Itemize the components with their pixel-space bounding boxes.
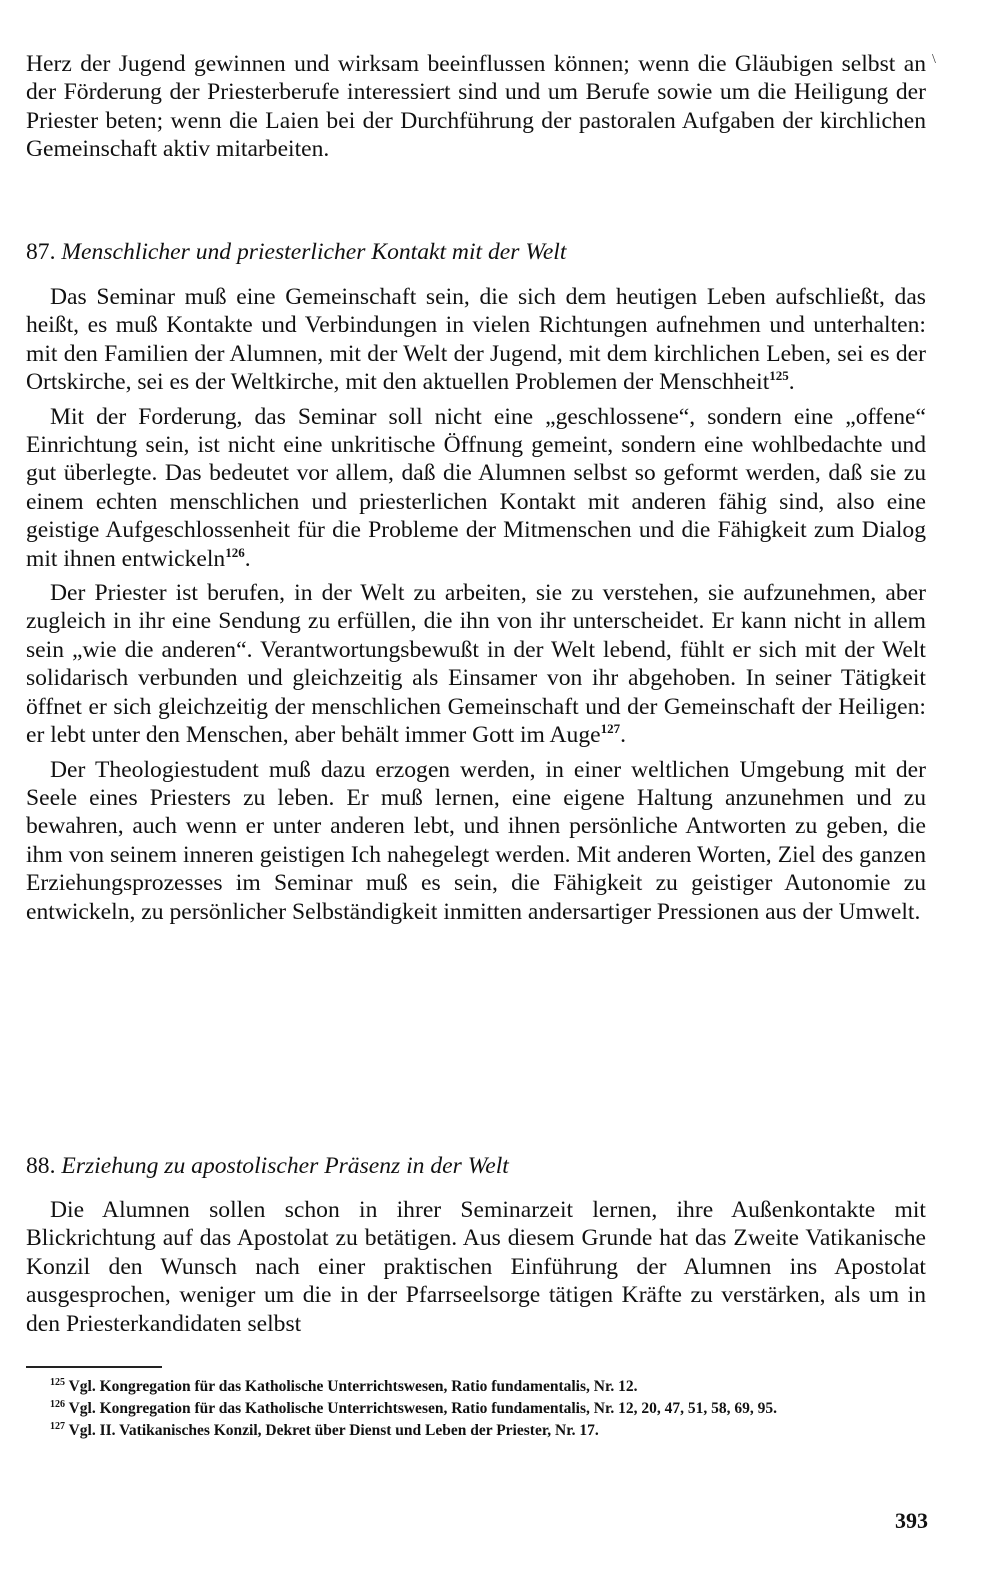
footnote-ref: 126 [225,544,245,560]
section-88-heading [26,1152,926,1180]
footnote-number: 126 [50,1398,65,1410]
paragraph [26,579,926,749]
footnote [26,1398,926,1420]
intro-paragraph: Herz der Jugend gewinnen und wirksam beeinflussen können; wenn die Gläubigen selbst an der Förderung der Priesterberufe interessiert sind und um Berufe sowie um die Heiligung der Priester beten; wenn die Laien bei der Durchführung der pastoralen Aufgaben der kirchlichen Gemeinschaft aktiv mitarbeiten. [26,51,926,163]
paragraph-text: Mit der Forderung, das Seminar soll nicht eine „geschlossene“, sondern eine „offene“ Einrichtung sein, ist nicht eine unkritische Öffnung gemeint, sondern eine wohlbedachte und gut überlegte. Das bedeutet vor allem, daß die Alumnen selbst so geformt werden, daß sie zu einem echten menschlichen und priesterlichen Kontakt mit anderen fähig sind, also eine geistige Aufgeschlossenheit für die Probleme der Mitmenschen und die Fähigkeit zum Dialog mit ihnen entwickeln [26,403,926,572]
margin-mark: \ [932,52,936,67]
footnote-text: Vgl. Kongregation für das Katholische Unterrichtswesen, Ratio fundamentalis, Nr. 12, 20, 47, 51, 58, 69, 95. [68,1400,778,1417]
sentence-period: . [620,722,626,749]
paragraph-text: Der Priester ist berufen, in der Welt zu arbeiten, sie zu verstehen, sie aufzunehmen, aber zugleich in ihr eine Sendung zu erfüllen, die ihn von ihr unterscheidet. Er kann nicht in allem sein „wie die anderen“. Verantwortungsbewußt in der Welt lebend, fühlt er sich mit der Welt solidarisch verbunden und gleichzeitig als Einsamer von ihr abgehoben. In seiner Tätigkeit öffnet er sich gleichzeitig der menschlichen Gemeinschaft und der Gemeinschaft der Heiligen: er lebt unter den Menschen, aber behält immer Gott im Auge [26,580,926,749]
section-88-body [26,1196,926,1338]
footnotes [26,1376,926,1442]
paragraph: Der Theologiestudent muß dazu erzogen werden, in einer weltlichen Umgebung mit der Seele eines Priesters zu leben. Er muß lernen, eine eigene Haltung anzunehmen und zu bewahren, auch wenn er unter anderen lebt, und ihnen persönliche Antworten zu geben, die ihm von seinem inneren geistigen Ich nahegelegt werden. Mit anderen Worten, Ziel des ganzen Erziehungsprozesses im Seminar muß es sein, die Fähigkeit zu geistiger Autonomie zu entwickeln, zu persönlicher Selbständigkeit inmitten andersartiger Pressionen aus der Umwelt. [26,756,926,925]
footnote-divider [26,1366,162,1368]
paragraph: Die Alumnen sollen schon in ihrer Seminarzeit lernen, ihre Außenkontakte mit Blickrichtung auf das Apostolat zu betätigen. Aus diesem Grunde hat das Zweite Vatikanische Konzil den Wunsch nach einer praktischen Einführung der Alumnen ins Apostolat ausgesprochen, weniger um die in der Pfarrseelsorge tätigen Kräfte zu verstärken, als um in den Priesterkandidaten selbst [26,1197,926,1337]
sentence-period: . [788,369,795,396]
footnote-ref: 127 [600,721,621,737]
footnote [26,1376,926,1398]
intro-paragraph-block [26,50,926,164]
footnote-text: Vgl. II. Vatikanisches Konzil, Dekret über Dienst und Leben der Priester, Nr. 17. [68,1422,599,1439]
page-number: 393 [895,1508,928,1533]
paragraph [26,283,926,397]
section-title: Erziehung zu apostolischer Präsenz in der Welt [61,1153,509,1179]
paragraph-text: Das Seminar muß eine Gemeinschaft sein, die sich dem heutigen Leben aufschließt, das heißt, es muß Kontakte und Verbindungen in vielen Richtungen aufnehmen und unterhalten: mit den Familien der Alumnen, mit der Welt der Jugend, mit dem kirchlichen Leben, sei es der Ortskirche, sei es der Weltkirche, mit den aktuellen Problemen der Menschheit [26,284,926,396]
footnote-number: 127 [50,1420,65,1432]
sentence-period: . [244,545,251,572]
section-title: Menschlicher und priesterlicher Kontakt mit der Welt [61,239,567,265]
section-87-body [26,283,926,926]
footnote-text: Vgl. Kongregation für das Katholische Unterrichtswesen, Ratio fundamentalis, Nr. 12. [68,1378,638,1395]
section-number: 88. [26,1153,56,1179]
footnote [26,1420,926,1442]
section-number: 87. [26,239,56,265]
footnote-number: 125 [50,1376,65,1388]
section-87-heading [26,238,926,266]
footnote-ref: 125 [769,368,789,384]
paragraph [26,403,926,573]
